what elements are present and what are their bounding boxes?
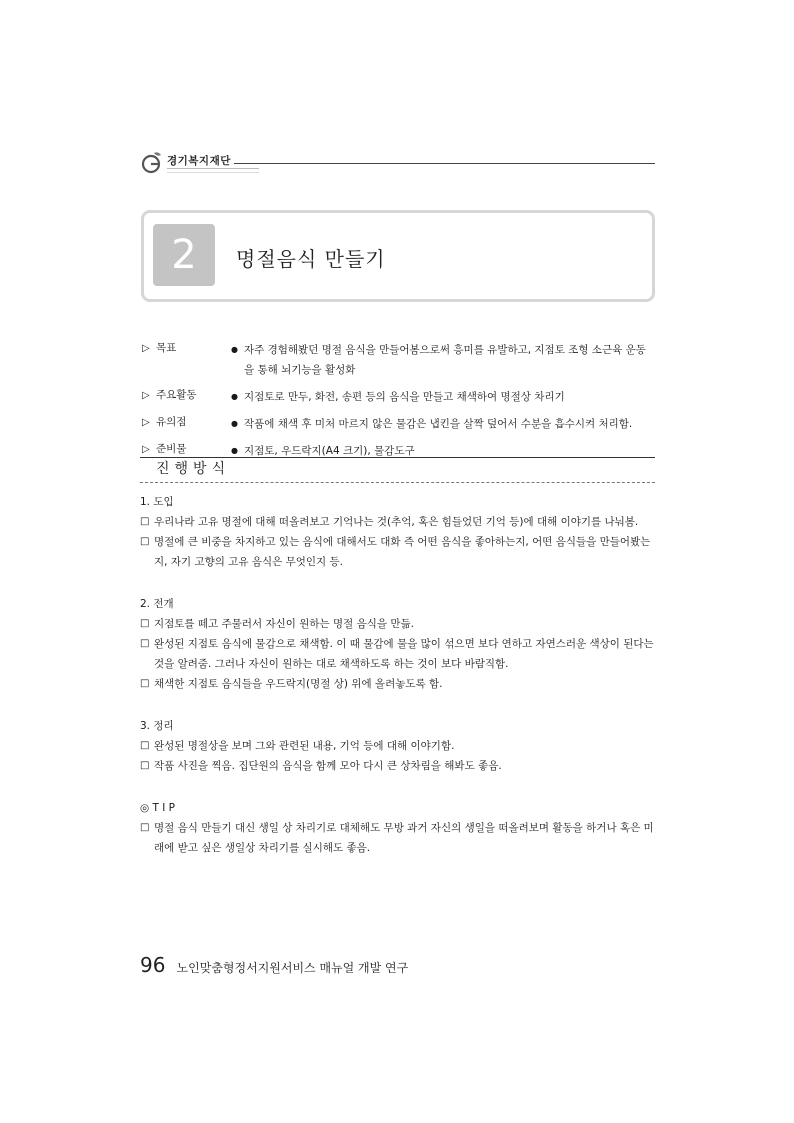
section-title: 진행방식 (156, 461, 231, 477)
step-title: 2. 전개 (140, 598, 174, 610)
section-rule-dashed (140, 482, 655, 483)
summary-label: ▷ 목표 (142, 342, 177, 354)
summary-text: ● 지점토로 만두, 화전, 송편 등의 음식을 만들고 채색하여 명절상 차리기 (231, 387, 654, 407)
page-number: 96 (140, 953, 166, 977)
triangle-bullet-icon: ▷ (142, 343, 150, 354)
summary-text: ● 지점토, 우드락지(A4 크기), 물감도구 (231, 441, 654, 461)
summary-text: ● 작품에 채색 후 미처 마르지 않은 물감은 냅킨을 살짝 덮어서 수분을 흡수시켜 처리함. (231, 414, 654, 434)
footer-title: 노인맞춤형정서지원서비스 매뉴얼 개발 연구 (176, 961, 409, 975)
program-summary (142, 340, 654, 468)
step-intro (140, 492, 656, 572)
step-tip (140, 798, 656, 858)
step-title: 3. 정리 (140, 720, 174, 732)
logo-text: 경기복지재단 (167, 155, 231, 167)
procedure-body (140, 492, 656, 858)
summary-label: ▷ 유의점 (142, 416, 187, 428)
chapter-title-box (141, 210, 655, 302)
step-title: 1. 도입 (140, 496, 174, 508)
list-item: □ 지점토를 떼고 주물러서 자신이 원하는 명절 음식을 만듦. (140, 614, 656, 634)
list-item: □ 작품 사진을 찍음. 집단원의 음식을 함께 모아 다시 큰 상차림을 해봐도 좋음. (140, 756, 656, 776)
foundation-logo-icon (140, 150, 164, 174)
summary-row-goal (142, 340, 654, 380)
page-footer (140, 953, 408, 977)
list-item: □ 완성된 명절상을 보며 그와 관련된 내용, 기억 등에 대해 이야기함. (140, 736, 656, 756)
header-rule (234, 163, 655, 164)
list-item: □ 명절에 큰 비중을 차지하고 있는 음식에 대해서도 대화 즉 어떤 음식을 좋아하는지, 어떤 음식들을 만들어봤는지, 자기 고향의 고유 음식은 무엇인지 등. (140, 532, 656, 572)
summary-label: ▷ 준비물 (142, 443, 187, 455)
summary-text: ● 자주 경험해봤던 명절 음식을 만들어봄으로써 흥미를 유발하고, 지점토 조형 소근육 운동을 통해 뇌기능을 활성화 (231, 340, 654, 380)
summary-row-caution (142, 414, 654, 434)
page-header (140, 150, 655, 176)
triangle-bullet-icon: ▷ (142, 417, 150, 428)
summary-label: ▷ 주요활동 (142, 389, 197, 401)
summary-row-activity (142, 387, 654, 407)
tip-title: ◎ T I P (140, 802, 176, 814)
triangle-bullet-icon: ▷ (142, 390, 150, 401)
step-development (140, 594, 656, 694)
chapter-number: 2 (153, 224, 215, 286)
list-item: □ 명절 음식 만들기 대신 생일 상 차리기로 대체해도 무방 과거 자신의 생일을 떠올려보며 활동을 하거나 혹은 미래에 받고 싶은 생일상 차리기를 실시해도 좋음. (140, 818, 656, 858)
triangle-bullet-icon: ▷ (142, 444, 150, 455)
chapter-title: 명절음식 만들기 (236, 247, 386, 271)
logo-subtext-decoration (167, 168, 259, 173)
list-item: □ 우리나라 고유 명절에 대해 떠올려보고 기억나는 것(추억, 혹은 힘들었던 기억 등)에 대해 이야기를 나눠봄. (140, 512, 656, 532)
step-wrapup (140, 716, 656, 776)
list-item: □ 완성된 지점토 음식에 물감으로 채색함. 이 때 물감에 물을 많이 섞으면 보다 연하고 자연스러운 색상이 된다는 것을 알려줌. 그러나 자신이 원하는 대로 채색하도록 하는 것이 보다 바람직함. (140, 634, 656, 674)
list-item: □ 채색한 지점토 음식들을 우드락지(명절 상) 위에 올려놓도록 함. (140, 674, 656, 694)
